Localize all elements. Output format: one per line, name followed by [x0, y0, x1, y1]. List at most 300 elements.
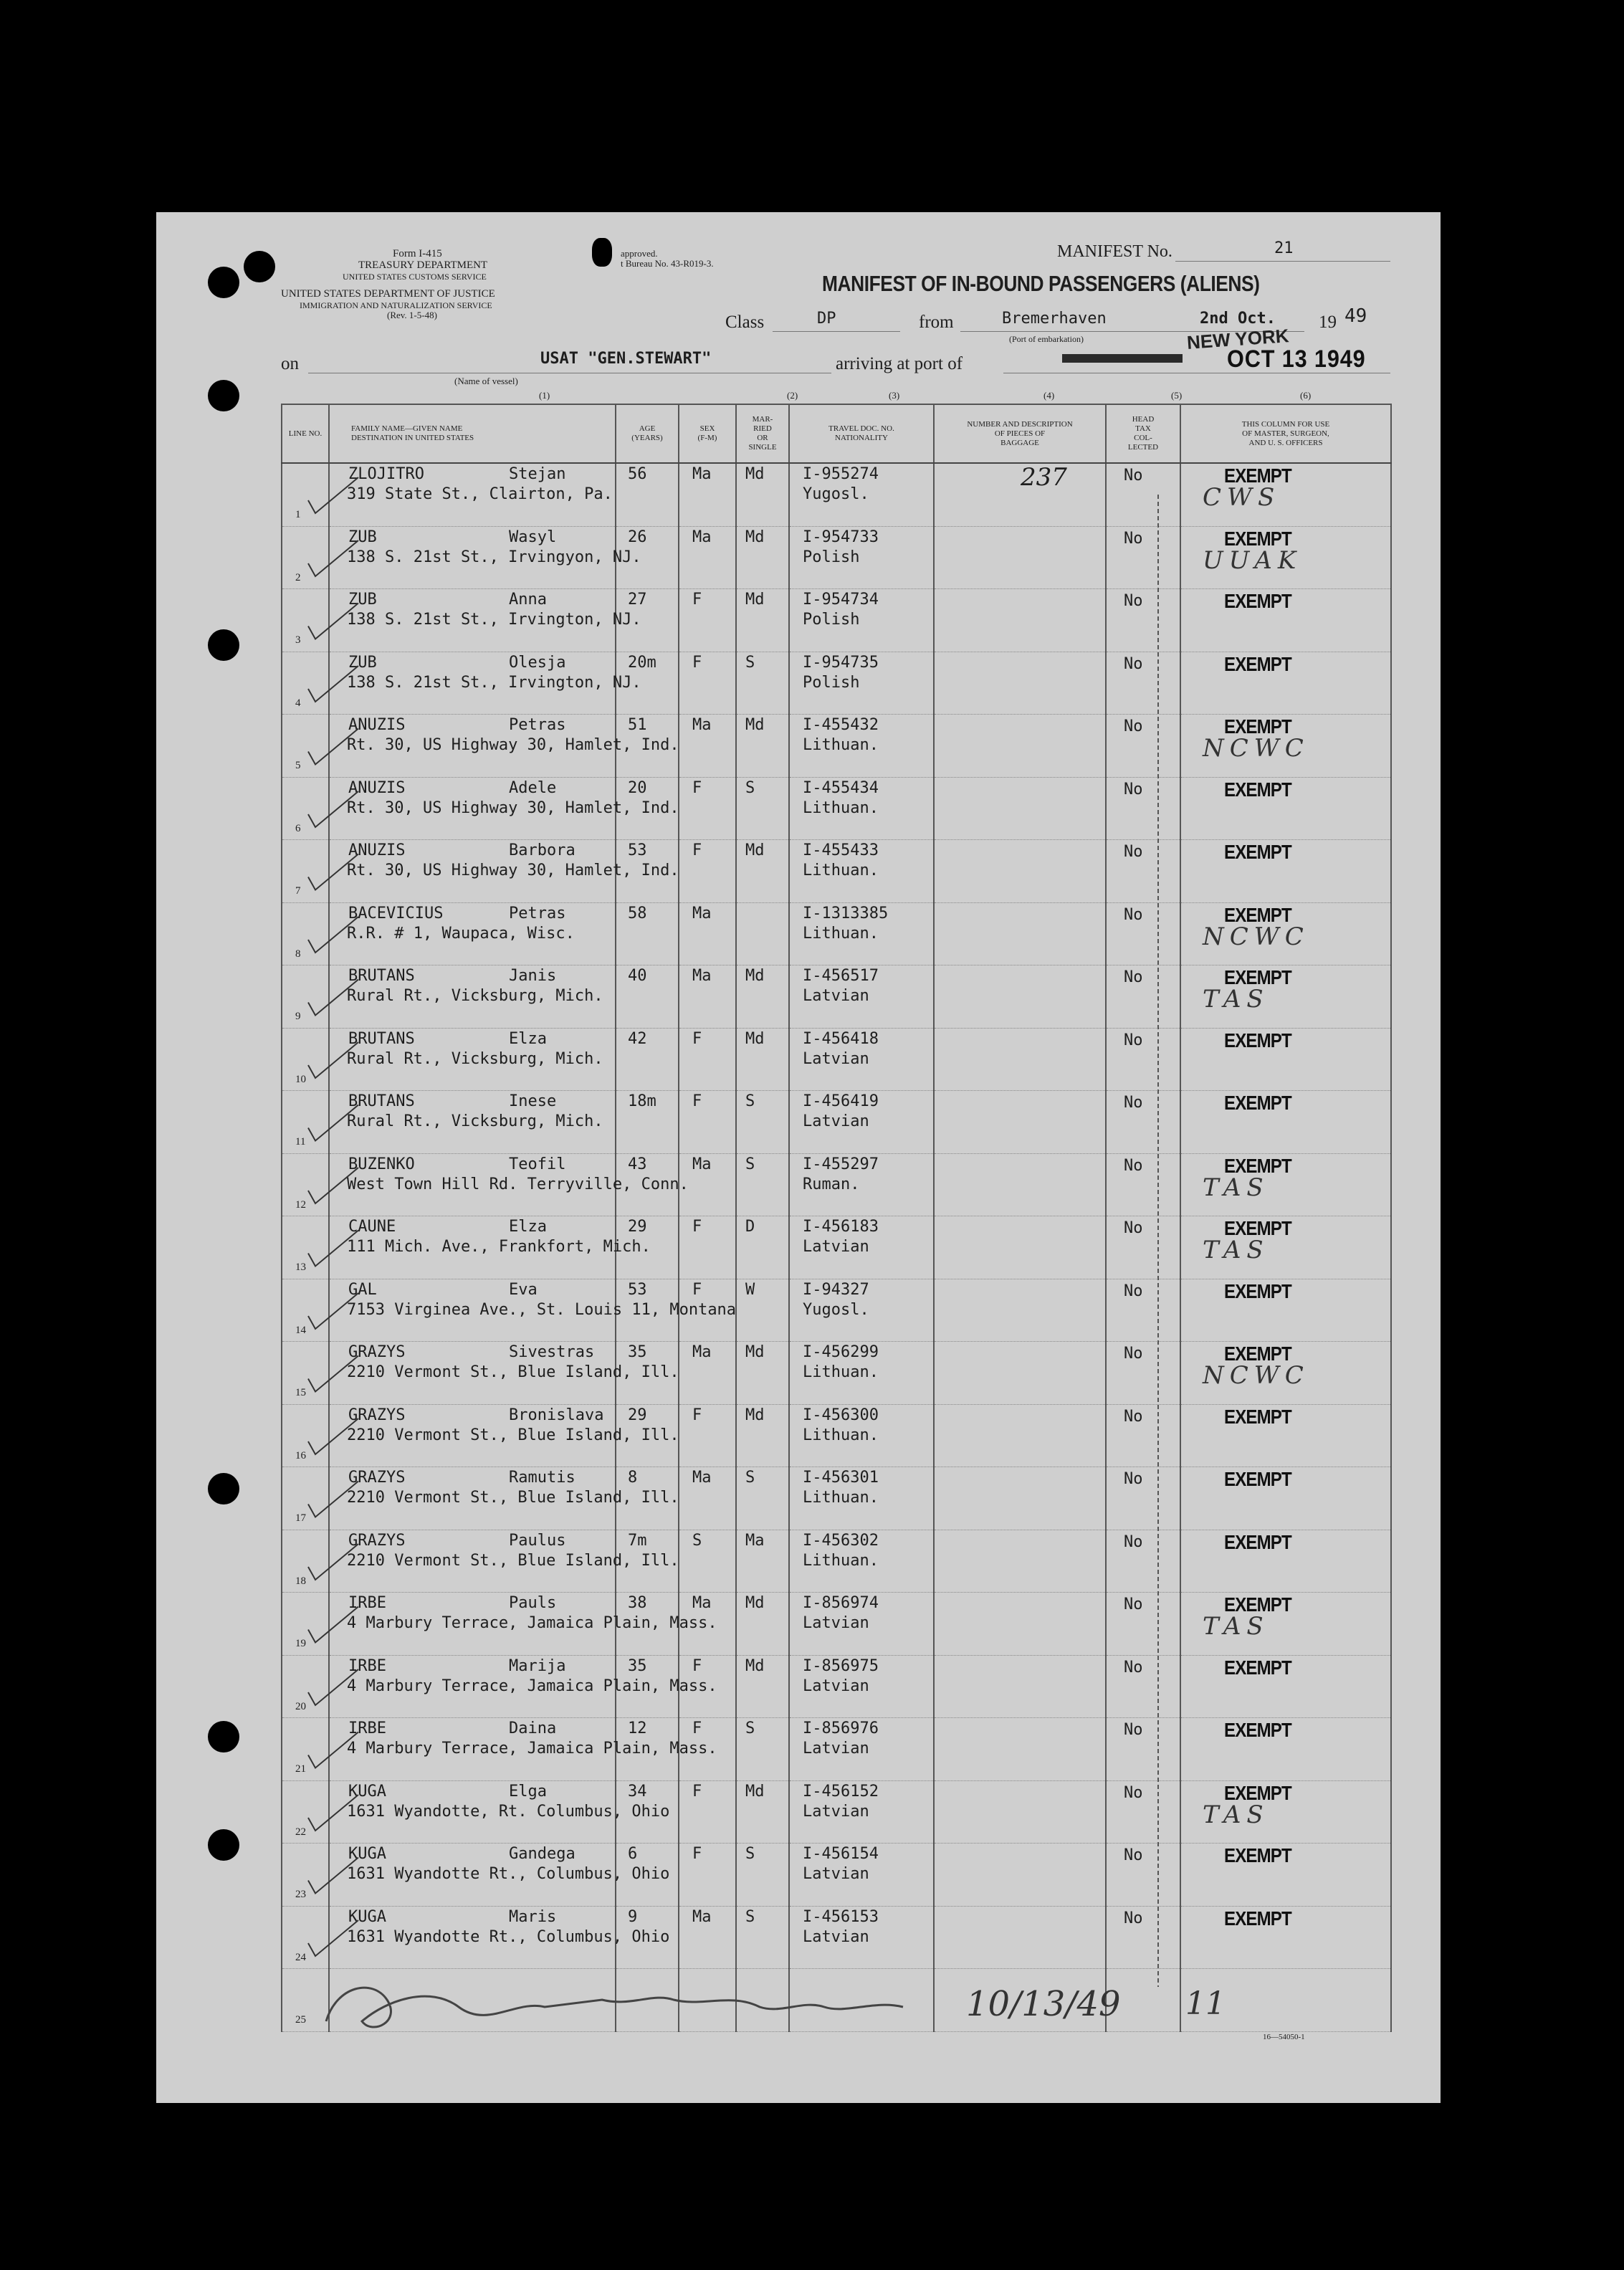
destination: Rt. 30, US Highway 30, Hamlet, Ind. [347, 736, 679, 754]
married-cell [736, 1530, 789, 1593]
agency-note: UUAK [1203, 545, 1302, 575]
tax-cell [1106, 1593, 1180, 1656]
age: 51 [628, 716, 647, 734]
doc-cell [789, 902, 934, 965]
doc-cell [789, 1969, 934, 2032]
sex-cell [679, 463, 736, 526]
doc-cell [789, 1153, 934, 1216]
agency-note: TAS [1203, 1612, 1269, 1641]
age: 7m [628, 1531, 647, 1550]
marital-status: S [745, 1155, 755, 1173]
given-name: Barbora [509, 841, 575, 859]
tax-cell [1106, 902, 1180, 965]
baggage-cell [934, 1153, 1106, 1216]
tax-cell [1106, 526, 1180, 589]
travel-doc-no: I-456517 [803, 967, 879, 985]
age-cell [616, 777, 679, 840]
line-number: 11 [295, 1136, 306, 1148]
arriving-label: arriving at port of [836, 354, 963, 373]
manifest-no-line [1175, 261, 1390, 262]
name-cell [329, 463, 616, 526]
from-label: from [919, 313, 954, 332]
destination: 1631 Wyandotte, Rt. Columbus, Ohio [347, 1802, 670, 1821]
line-cell [282, 965, 329, 1029]
sex: Ma [692, 1343, 712, 1361]
line-number: 4 [295, 697, 301, 709]
budget-bureau: t Bureau No. 43-R019-3. [621, 258, 714, 269]
age-cell [616, 1467, 679, 1530]
line-cell [282, 526, 329, 589]
given-name: Petras [509, 716, 566, 734]
age: 53 [628, 841, 647, 859]
married-cell [736, 1028, 789, 1091]
arrival-stamp-city: NEW YORK [1186, 325, 1290, 353]
destination: 1631 Wyandotte Rt., Columbus, Ohio [347, 1927, 670, 1946]
family-name: GRAZYS [348, 1531, 406, 1550]
from-value: Bremerhaven [1002, 310, 1107, 328]
exempt-stamp: EXEMPT [1224, 1530, 1291, 1553]
customs-service: UNITED STATES CUSTOMS SERVICE [343, 272, 487, 282]
officers-cell [1180, 1844, 1391, 1907]
exempt-stamp: EXEMPT [1224, 1092, 1291, 1114]
age-cell [616, 652, 679, 715]
doc-cell [789, 463, 934, 526]
age-cell [616, 589, 679, 652]
doc-cell [789, 526, 934, 589]
travel-doc-no: I-456302 [803, 1531, 879, 1550]
passenger-row [282, 715, 1391, 778]
baggage-cell [934, 1404, 1106, 1467]
punch-hole [208, 629, 239, 661]
nationality: Latvian [803, 1802, 869, 1821]
name-cell [329, 1028, 616, 1091]
exempt-stamp: EXEMPT [1224, 1468, 1291, 1490]
age-cell [616, 902, 679, 965]
line-cell [282, 1467, 329, 1530]
doc-cell [789, 1091, 934, 1154]
sex: Ma [692, 1155, 712, 1173]
arrival-stamp-date: OCT 13 1949 [1227, 345, 1366, 373]
line-number: 14 [295, 1324, 306, 1336]
age-cell [616, 1593, 679, 1656]
destination: 7153 Virginea Ave., St. Louis 11, Montana [347, 1300, 737, 1319]
baggage-cell [934, 463, 1106, 526]
destination: 138 S. 21st St., Irvington, NJ. [347, 611, 641, 629]
given-name: Janis [509, 967, 557, 985]
passenger-row [282, 1153, 1391, 1216]
given-name: Eva [509, 1280, 538, 1299]
line-cell [282, 902, 329, 965]
baggage-cell [934, 1279, 1106, 1342]
doc-cell [789, 840, 934, 903]
sex: Ma [692, 716, 712, 734]
punch-hole [208, 380, 239, 411]
line-number: 25 [295, 2014, 306, 2026]
exempt-stamp: EXEMPT [1224, 1719, 1291, 1741]
sex-cell [679, 526, 736, 589]
line-cell [282, 1342, 329, 1405]
line-cell [282, 1780, 329, 1844]
destination: West Town Hill Rd. Terryville, Conn. [347, 1175, 689, 1193]
name-cell [329, 1906, 670, 1969]
line-number: 10 [295, 1073, 306, 1085]
passenger-row [282, 1593, 1391, 1656]
married-cell [736, 1153, 789, 1216]
age-cell [616, 1906, 679, 1969]
age-cell [616, 1342, 679, 1405]
age: 20m [628, 653, 656, 672]
marital-status: W [745, 1280, 755, 1299]
tax-cell [1106, 1467, 1180, 1530]
head-tax: No [1124, 1532, 1143, 1551]
age: 53 [628, 1280, 647, 1299]
married-cell [736, 965, 789, 1029]
doc-cell [789, 1279, 934, 1342]
marital-status: Ma [745, 1531, 765, 1550]
form-number: Form I-415 [393, 248, 442, 259]
married-cell [736, 1404, 789, 1467]
line-cell [282, 652, 329, 715]
passenger-row [282, 965, 1391, 1029]
class-value: DP [817, 310, 836, 328]
line-cell [282, 463, 329, 526]
line-number: 13 [295, 1262, 306, 1273]
line-cell [282, 1906, 329, 1969]
age-cell [616, 463, 679, 526]
line-cell [282, 1718, 329, 1781]
sex: F [692, 1782, 702, 1801]
treasury-dept: TREASURY DEPARTMENT [358, 259, 488, 271]
exempt-stamp: EXEMPT [1224, 1907, 1291, 1930]
given-name: Marija [509, 1656, 566, 1675]
officers-cell [1180, 1718, 1391, 1781]
head-tax: No [1124, 968, 1143, 986]
tax-cell [1106, 1404, 1180, 1467]
head-tax: No [1124, 1470, 1143, 1488]
family-name: ANUZIS [348, 841, 406, 859]
age-cell [616, 1404, 679, 1467]
doc-cell [789, 1593, 934, 1656]
line-cell [282, 1844, 329, 1907]
travel-doc-no: I-456419 [803, 1092, 879, 1110]
manifest-title: MANIFEST OF IN-BOUND PASSENGERS (ALIENS) [822, 271, 1260, 296]
colnum: (3) [889, 390, 900, 401]
family-name: GRAZYS [348, 1469, 406, 1487]
sex-cell [679, 1718, 736, 1781]
class-line [773, 331, 900, 332]
tax-cell [1106, 715, 1180, 778]
travel-doc-no: I-456299 [803, 1343, 879, 1361]
sex: F [692, 778, 702, 797]
baggage-cell [934, 777, 1106, 840]
travel-doc-no: I-954733 [803, 528, 879, 546]
sex-cell [679, 1467, 736, 1530]
age: 35 [628, 1656, 647, 1675]
married-cell [736, 1216, 789, 1279]
destination: Rt. 30, US Highway 30, Hamlet, Ind. [347, 798, 679, 817]
age: 35 [628, 1343, 647, 1361]
exempt-stamp: EXEMPT [1224, 778, 1291, 801]
given-name: Daina [509, 1720, 557, 1737]
sex: F [692, 1720, 702, 1737]
exempt-stamp: EXEMPT [1224, 1781, 1291, 1804]
sex-cell [679, 777, 736, 840]
manifest-number: 21 [1274, 239, 1294, 257]
sex-cell [679, 1844, 736, 1907]
line-cell [282, 1216, 329, 1279]
line-number: 18 [295, 1575, 306, 1587]
marital-status: Md [745, 1656, 765, 1675]
sex: F [692, 1218, 702, 1236]
destination: 2210 Vermont St., Blue Island, Ill. [347, 1489, 679, 1507]
doc-cell [789, 965, 934, 1029]
age-cell [616, 1091, 679, 1154]
travel-doc-no: I-856976 [803, 1720, 879, 1737]
given-name: Petras [509, 904, 566, 922]
sex-cell [679, 1530, 736, 1593]
baggage-cell [934, 715, 1106, 778]
travel-doc-no: I-456152 [803, 1782, 879, 1801]
age: 58 [628, 904, 647, 922]
sex-cell [679, 589, 736, 652]
doc-cell [789, 777, 934, 840]
passenger-row [282, 1467, 1391, 1530]
sex: F [692, 1029, 702, 1048]
line-number: 7 [295, 885, 301, 897]
destination: 2210 Vermont St., Blue Island, Ill. [347, 1363, 679, 1381]
family-name: CAUNE [348, 1218, 396, 1236]
travel-doc-no: I-455433 [803, 841, 879, 859]
exempt-stamp: EXEMPT [1224, 841, 1291, 863]
age: 12 [628, 1720, 647, 1737]
colnum: (6) [1300, 390, 1312, 401]
marital-status: D [745, 1218, 755, 1236]
marital-status: S [745, 1907, 755, 1926]
passenger-row [282, 1844, 1391, 1907]
col-line-no: LINE NO. [282, 404, 329, 463]
passenger-row [282, 777, 1391, 840]
nationality: Latvian [803, 1112, 869, 1130]
baggage-cell [934, 840, 1106, 903]
travel-doc-no: I-455297 [803, 1155, 879, 1173]
line-number: 21 [295, 1763, 306, 1775]
travel-doc-no: I-456300 [803, 1406, 879, 1424]
married-cell [736, 463, 789, 526]
line-number: 19 [295, 1638, 306, 1649]
manifest-table [281, 404, 1392, 2032]
marital-status: Md [745, 591, 765, 609]
head-tax: No [1124, 1345, 1143, 1363]
tax-cell [1106, 1780, 1180, 1844]
marital-status: S [745, 1845, 755, 1863]
sex-cell [679, 1216, 736, 1279]
head-tax: No [1124, 1658, 1143, 1677]
married-cell [736, 589, 789, 652]
head-tax: No [1124, 1407, 1143, 1426]
sex: F [692, 591, 702, 609]
col-baggage: NUMBER AND DESCRIPTION OF PIECES OF BAGGAGE [934, 404, 1106, 463]
nationality: Lithuan. [803, 862, 879, 879]
destination: Rural Rt., Vicksburg, Mich. [347, 987, 603, 1005]
sex: F [692, 1845, 702, 1863]
marital-status: Md [745, 1782, 765, 1801]
name-cell [329, 1279, 737, 1342]
passenger-row [282, 1216, 1391, 1279]
nationality: Polish [803, 673, 860, 692]
officers-cell [1180, 1655, 1391, 1718]
signature-count: 11 [1185, 1985, 1226, 2022]
sex-cell [679, 1655, 736, 1718]
travel-doc-no: I-456418 [803, 1029, 879, 1048]
tax-cell [1106, 1216, 1180, 1279]
revision: (Rev. 1-5-48) [387, 310, 437, 320]
married-cell [736, 1655, 789, 1718]
nationality: Lithuan. [803, 1426, 879, 1444]
doc-cell [789, 1404, 934, 1467]
tax-cell [1106, 1279, 1180, 1342]
officers-cell [1180, 902, 1391, 965]
travel-doc-no: I-954734 [803, 591, 879, 609]
travel-doc-no: I-455434 [803, 778, 879, 797]
sex-cell [679, 1028, 736, 1091]
age-cell [616, 1844, 679, 1907]
passenger-row [282, 1906, 1391, 1969]
family-name: BUZENKO [348, 1155, 415, 1173]
col-married: MAR- RIED OR SINGLE [736, 404, 789, 463]
family-name: ZLOJITRO [348, 465, 424, 483]
married-cell [736, 1091, 789, 1154]
officers-cell [1180, 589, 1391, 652]
baggage-cell [934, 965, 1106, 1029]
line-cell [282, 1091, 329, 1154]
travel-doc-no: I-955274 [803, 465, 879, 483]
line-number: 8 [295, 948, 301, 960]
name-cell [329, 652, 641, 715]
baggage-cell [934, 1906, 1106, 1969]
passenger-row [282, 1342, 1391, 1405]
exempt-stamp: EXEMPT [1224, 590, 1291, 612]
travel-doc-no: I-455432 [803, 716, 879, 734]
passenger-row [282, 902, 1391, 965]
family-name: BACEVICIUS [348, 904, 444, 922]
baggage-cell [934, 652, 1106, 715]
officers-cell [1180, 652, 1391, 715]
officers-cell [1180, 777, 1391, 840]
line-cell [282, 1279, 329, 1342]
given-name: Sivestras [509, 1343, 595, 1361]
colnum: (5) [1171, 390, 1183, 401]
sex: F [692, 653, 702, 672]
nationality: Lithuan. [803, 924, 879, 943]
age-cell [616, 1028, 679, 1091]
destination: 4 Marbury Terrace, Jamaica Plain, Mass. [347, 1677, 717, 1695]
passenger-row [282, 1091, 1391, 1154]
agency-note: TAS [1203, 985, 1269, 1014]
age: 8 [628, 1469, 638, 1487]
passenger-row [282, 1028, 1391, 1091]
head-tax: No [1124, 1721, 1143, 1739]
signature-date: 10/13/49 [966, 1984, 1121, 2024]
baggage-cell [934, 1467, 1106, 1530]
officers-cell [1180, 1530, 1391, 1593]
exempt-stamp: EXEMPT [1224, 1656, 1291, 1679]
line-number: 2 [295, 571, 301, 583]
tax-cell [1106, 589, 1180, 652]
sex: F [692, 1280, 702, 1299]
family-name: ANUZIS [348, 716, 406, 734]
ins-service: IMMIGRATION AND NATURALIZATION SERVICE [300, 300, 492, 310]
married-cell [736, 652, 789, 715]
line-number: 1 [295, 509, 301, 520]
passenger-row [282, 463, 1391, 526]
travel-doc-no: I-1313385 [803, 904, 889, 922]
officers-cell [1180, 1906, 1391, 1969]
name-cell [329, 1844, 670, 1907]
married-cell [736, 1844, 789, 1907]
nationality: Lithuan. [803, 1363, 879, 1381]
destination: 2210 Vermont St., Blue Island, Ill. [347, 1426, 679, 1444]
doc-cell [789, 1530, 934, 1593]
married-cell [736, 902, 789, 965]
on-label: on [281, 354, 299, 373]
officers-cell [1180, 1593, 1391, 1656]
family-name: ZUB [348, 591, 377, 609]
nationality: Yugosl. [803, 485, 869, 503]
line-cell [282, 777, 329, 840]
tax-cell [1106, 652, 1180, 715]
budget-approval: approved. [621, 248, 658, 259]
given-name: Ramutis [509, 1469, 575, 1487]
line-cell [282, 1593, 329, 1656]
sex-cell [679, 1780, 736, 1844]
doc-cell [789, 1906, 934, 1969]
head-tax: No [1124, 592, 1143, 610]
baggage-cell [934, 1091, 1106, 1154]
married-cell [736, 1593, 789, 1656]
exempt-stamp: EXEMPT [1224, 1405, 1291, 1428]
travel-doc-no: I-456183 [803, 1218, 879, 1236]
tax-cell [1106, 965, 1180, 1029]
sex-cell [679, 1906, 736, 1969]
given-name: Elga [509, 1782, 547, 1801]
officers-cell [1180, 1153, 1391, 1216]
line-number: 9 [295, 1011, 301, 1022]
line-number: 24 [295, 1951, 306, 1963]
name-cell [329, 1467, 679, 1530]
col-head-tax: HEAD TAX COL- LECTED [1106, 404, 1180, 463]
tax-cell [1106, 1342, 1180, 1405]
passenger-row [282, 1718, 1391, 1781]
passenger-row [282, 1655, 1391, 1718]
punch-hole [592, 238, 612, 267]
sex-cell [679, 1342, 736, 1405]
given-name: Elza [509, 1218, 547, 1236]
marital-status: S [745, 1720, 755, 1737]
family-name: KUGA [348, 1907, 386, 1926]
head-tax: No [1124, 1909, 1143, 1927]
age: 34 [628, 1782, 647, 1801]
nationality: Yugosl. [803, 1300, 869, 1319]
nationality: Polish [803, 611, 860, 629]
colnum: (1) [539, 390, 550, 401]
age: 43 [628, 1155, 647, 1173]
sex: S [692, 1531, 702, 1550]
officers-cell [1180, 1780, 1391, 1844]
line-cell [282, 1404, 329, 1467]
marital-status: S [745, 653, 755, 672]
exempt-stamp: EXEMPT [1224, 1593, 1291, 1616]
married-cell [736, 777, 789, 840]
